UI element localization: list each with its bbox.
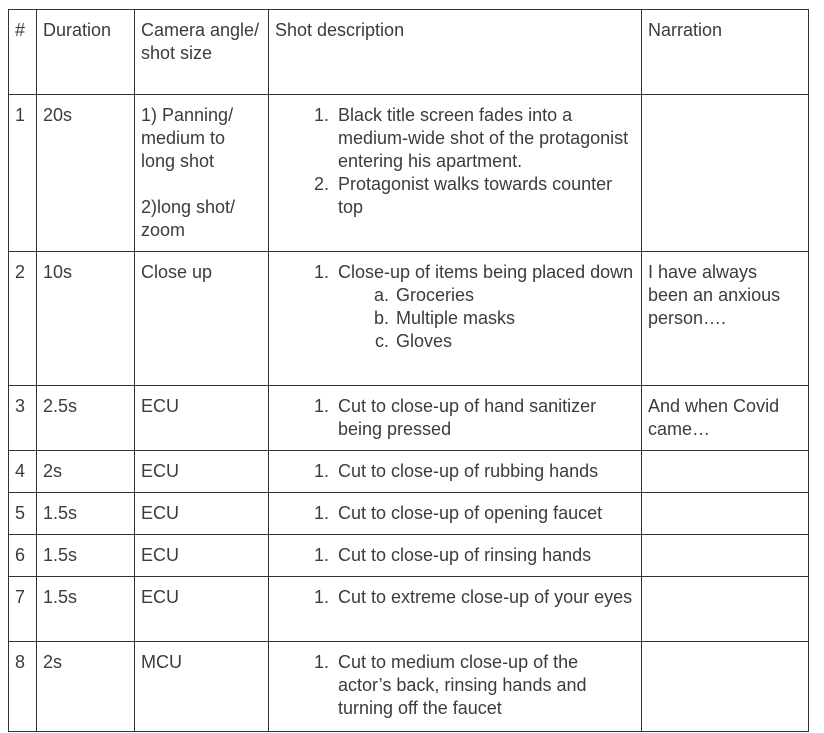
- table-row: [9, 252, 809, 386]
- row-number: 7: [9, 577, 37, 642]
- row-number: 6: [9, 535, 37, 577]
- step-list: [275, 104, 635, 219]
- step-item: 1. Cut to medium close-up of the actor’s back, rinsing hands and turning off the faucet: [334, 651, 635, 720]
- row-duration: 20s: [37, 95, 135, 252]
- row-narration: I have always been an anxious person….: [642, 252, 809, 386]
- row-duration: 2s: [37, 451, 135, 493]
- step-item: 1. Cut to close-up of rinsing hands: [334, 544, 635, 567]
- row-duration: 1.5s: [37, 577, 135, 642]
- table-row: [9, 386, 809, 451]
- step-item: 1. Cut to close-up of opening faucet: [334, 502, 635, 525]
- step-text: Close-up of items being placed down: [338, 262, 634, 282]
- row-description: [269, 535, 642, 577]
- table-row: [9, 577, 809, 642]
- step-item: 1. Cut to extreme close-up of your eyes: [334, 586, 635, 609]
- row-number: 3: [9, 386, 37, 451]
- shot-list-table: [8, 9, 809, 732]
- row-number: 8: [9, 642, 37, 732]
- table-row: [9, 493, 809, 535]
- row-camera: [135, 95, 269, 252]
- step-item: [334, 261, 635, 353]
- step-item: 1. Cut to close-up of hand sanitizer being pressed: [334, 395, 635, 441]
- table-row: [9, 451, 809, 493]
- row-number: 2: [9, 252, 37, 386]
- substep-item: c. Gloves: [394, 330, 635, 353]
- step-item: 2. Protagonist walks towards counter top: [334, 173, 635, 219]
- camera-line: 1) Panning/ medium to long shot: [141, 105, 234, 171]
- step-list: [275, 586, 635, 609]
- row-description: [269, 642, 642, 732]
- table-row: [9, 95, 809, 252]
- step-list: [275, 395, 635, 441]
- camera-line: 2)long shot/ zoom: [141, 197, 236, 240]
- row-description: [269, 95, 642, 252]
- header-narration: Narration: [642, 10, 809, 95]
- row-narration: And when Covid came…: [642, 386, 809, 451]
- row-camera: ECU: [135, 577, 269, 642]
- row-narration: [642, 577, 809, 642]
- row-camera: Close up: [135, 252, 269, 386]
- step-list: [275, 261, 635, 353]
- row-number: 5: [9, 493, 37, 535]
- row-duration: 1.5s: [37, 535, 135, 577]
- row-narration: [642, 451, 809, 493]
- row-narration: [642, 535, 809, 577]
- row-camera: ECU: [135, 493, 269, 535]
- row-number: 1: [9, 95, 37, 252]
- header-shot-description: Shot description: [269, 10, 642, 95]
- header-number: #: [9, 10, 37, 95]
- row-camera: MCU: [135, 642, 269, 732]
- table-header-row: [9, 10, 809, 95]
- row-description: [269, 493, 642, 535]
- row-duration: 2.5s: [37, 386, 135, 451]
- substep-item: a. Groceries: [394, 284, 635, 307]
- row-number: 4: [9, 451, 37, 493]
- row-description: [269, 386, 642, 451]
- step-item: 1. Cut to close-up of rubbing hands: [334, 460, 635, 483]
- row-description: [269, 252, 642, 386]
- row-description: [269, 451, 642, 493]
- row-narration: [642, 642, 809, 732]
- row-narration: [642, 95, 809, 252]
- row-narration: [642, 493, 809, 535]
- table-row: [9, 642, 809, 732]
- step-list: [275, 544, 635, 567]
- row-camera: ECU: [135, 451, 269, 493]
- row-camera: ECU: [135, 535, 269, 577]
- substep-list: [338, 284, 635, 353]
- header-camera-angle: Camera angle/ shot size: [135, 10, 269, 95]
- step-list: [275, 502, 635, 525]
- header-duration: Duration: [37, 10, 135, 95]
- step-item: 1. Black title screen fades into a medium-wide shot of the protagonist entering his apartment.: [334, 104, 635, 173]
- step-list: [275, 460, 635, 483]
- row-camera: ECU: [135, 386, 269, 451]
- step-list: [275, 651, 635, 720]
- row-description: [269, 577, 642, 642]
- substep-item: b. Multiple masks: [394, 307, 635, 330]
- row-duration: 1.5s: [37, 493, 135, 535]
- table-row: [9, 535, 809, 577]
- row-duration: 2s: [37, 642, 135, 732]
- row-duration: 10s: [37, 252, 135, 386]
